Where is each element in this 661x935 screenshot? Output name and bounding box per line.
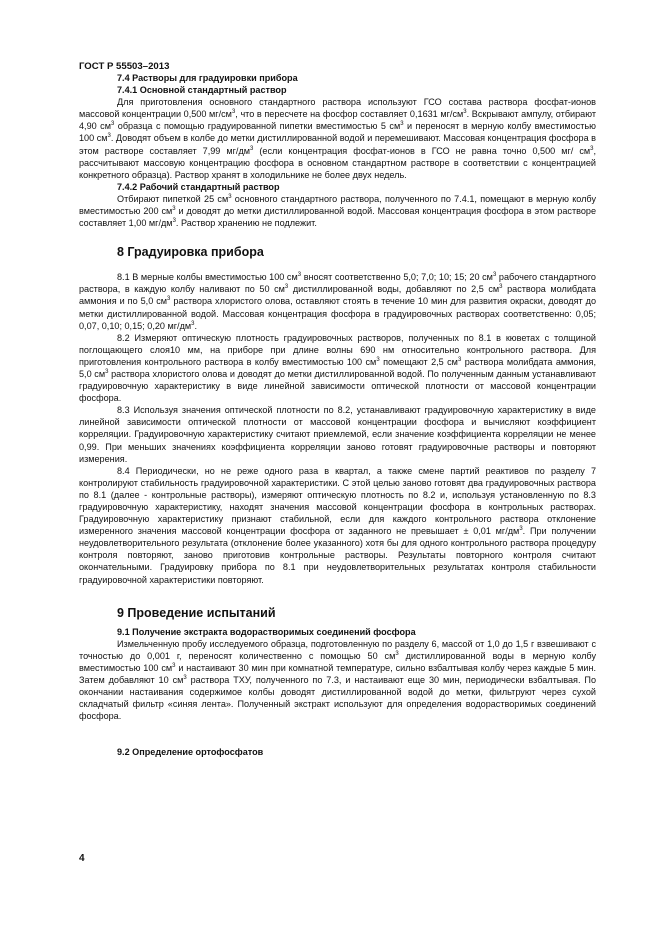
document-body [79, 72, 596, 759]
section-7-4-1-title: 7.4.1 Основной стандартный раствор [117, 85, 287, 96]
section-9-title: 9 Проведение испытаний [117, 605, 276, 620]
paragraph-8-2: 8.2 Измеряют оптическую плотность градуировочных растворов, полученных по 8.1 в кюветах с толщиной поглощающего слоя10 мм, на приборе при длине волны 690 нм относительно контрольного раствора. Для приготовления контрольного раствора в колбу вместимостью 100 $см^3$ помещают 2,5 $см^3$ раствора молибдата аммония, 5,0 $см^3$ раствора хлористого олова и доводят до метки дистиллированной водой. По полученным данным устанавливают градуировочную характеристику в виде линейной зависимости оптической плотности от массовой концентрации фосфора. [79, 332, 597, 404]
paragraph-7-4-2: Отбирают пипеткой 25 $см^3$ основного стандартного раствора, полученного по 7.4.1, помещают в мерную колбу вместимостью 200 $см^3$ и доводят до метки дистиллированной водой. Массовая концентрация фосфора в этом растворе составляет 1,00 $мг/дм^3$. Раствор хранению не подлежит. [79, 193, 597, 229]
paragraph-7-4-1: Для приготовления основного стандартного раствора используют ГСО состава раствора фосфат-ионов массовой концентрации 0,500 $мг/см^3$, что в пересчете на фосфор составляет 0,1631 $мг/см^3$. Вскрывают ампулу, отбирают 4,90 $см^3$ образца с помощью градуированной пипетки вместимостью 5 $см^3$ и переносят в мерную колбу вместимостью 100 $см^3$. Доводят объем в колбе до метки дистиллированной водой и перемешивают. Массовая концентрация фосфора в этом растворе составляет 7,99 $мг/дм^3$ (если концентрация фосфат-ионов в ГСО не равна точно 0,500 мг/ $см^3$, рассчитывают массовую концентрацию фосфора в основном стандартном растворе в соответствии с концентрацией конкретного образца). Раствор хранят в холодильнике не более двух недель. [79, 97, 597, 180]
standard-header: ГОСТ Р 55503–2013 [79, 61, 170, 72]
paragraph-8-3: 8.3 Используя значения оптической плотности по 8.2, устанавливают градуировочную характеристику в виде линейной зависимости оптической плотности от массовой концентрации фосфора и вычисляют коэффициент корреляции. Градуировочную характеристику считают приемлемой, если значение коэффициента корреляции не менее 0,99. При меньших значениях коэффициента корреляции заново готовят градуировочные растворы и повторяют измерения. [79, 405, 596, 464]
section-9-1-title: 9.1 Получение экстракта водорастворимых соединений фосфора [117, 626, 416, 637]
paragraph-9-1: Измельченную пробу исследуемого образца, подготовленную по разделу 6, массой от 1,0 до 1,5 г взвешивают с точностью до 0,001 г, переносят количественно с помощью 50 $см^3$ дистиллированной воды в мерную колбу вместимостью 100 $см^3$ и настаивают 30 мин при комнатной температуре, сильно взбалтывая колбу через каждые 5 мин. Затем добавляют 10 $см^3$ раствора ТХУ, полученного по 7.3, и настаивают еще 30 мин, периодически взбалтывая. По окончании настаивания содержимое колбы доводят дистиллированной водой до метки, фильтруют через сухой складчатый фильтр «синяя лента». Полученный экстракт используют для определения водорастворимых соединений фосфора. [79, 638, 596, 722]
section-7-4-2-title: 7.4.2 Рабочий стандартный раствор [117, 181, 280, 192]
section-8-title: 8 Градуировка прибора [117, 245, 264, 260]
paragraph-8-4: 8.4 Периодически, но не реже одного раза в квартал, а также смене партий реактивов по разделу 7 контролируют стабильность градуировочной характеристики. С этой целью заново готовят два градуировочных раствора по 8.1 (далее - контрольные растворы), измеряют оптическую плотность по 8.2 и, используя установленную по 8.3 градуировочную характеристику, находят значения массовой концентрации фосфора в контрольных растворах. Градуировочную характеристику признают стабильной, если для каждого контрольного раствора отклонение измеренного значения массовой концентрации фосфора от заданного не превышает ± 0,01 $мг/дм^3$. При получении неудовлетворительного результата (отклонение более указанного) хотя бы для одного контрольного раствора процедуру контроля повторяют, заново приготовив контрольные растворы. Результаты повторного контроля считают окончательными. Градуировку прибора по 8.1 при неудовлетворительных результатах контроля стабильности градуировочной характеристики повторяют. [79, 465, 596, 585]
paragraph-8-1: 8.1 В мерные колбы вместимостью 100 $см^3$ вносят соответственно 5,0; 7,0; 10; 15; 20 $см^3$ рабочего стандартного раствора, в каждую колбу наливают по 50 $см^3$ дистиллированной воды, добавляют по 2,5 $см^3$ раствора молибдата аммония и по 5,0 $см^3$ раствора хлористого олова, оставляют стоять в течение 10 мин для развития окраски, доводят до метки дистиллированной водой. Массовая концентрация фосфора в градуировочных растворах соответственно: 0,05; 0,07, 0,10; 0,15; 0,20 $мг/дм^3$. [79, 272, 596, 331]
page-number: 4 [79, 853, 85, 864]
section-9-2-title: 9.2 Определение ортофосфатов [117, 747, 264, 758]
section-7-4-title: 7.4 Растворы для градуировки прибора [117, 73, 298, 83]
